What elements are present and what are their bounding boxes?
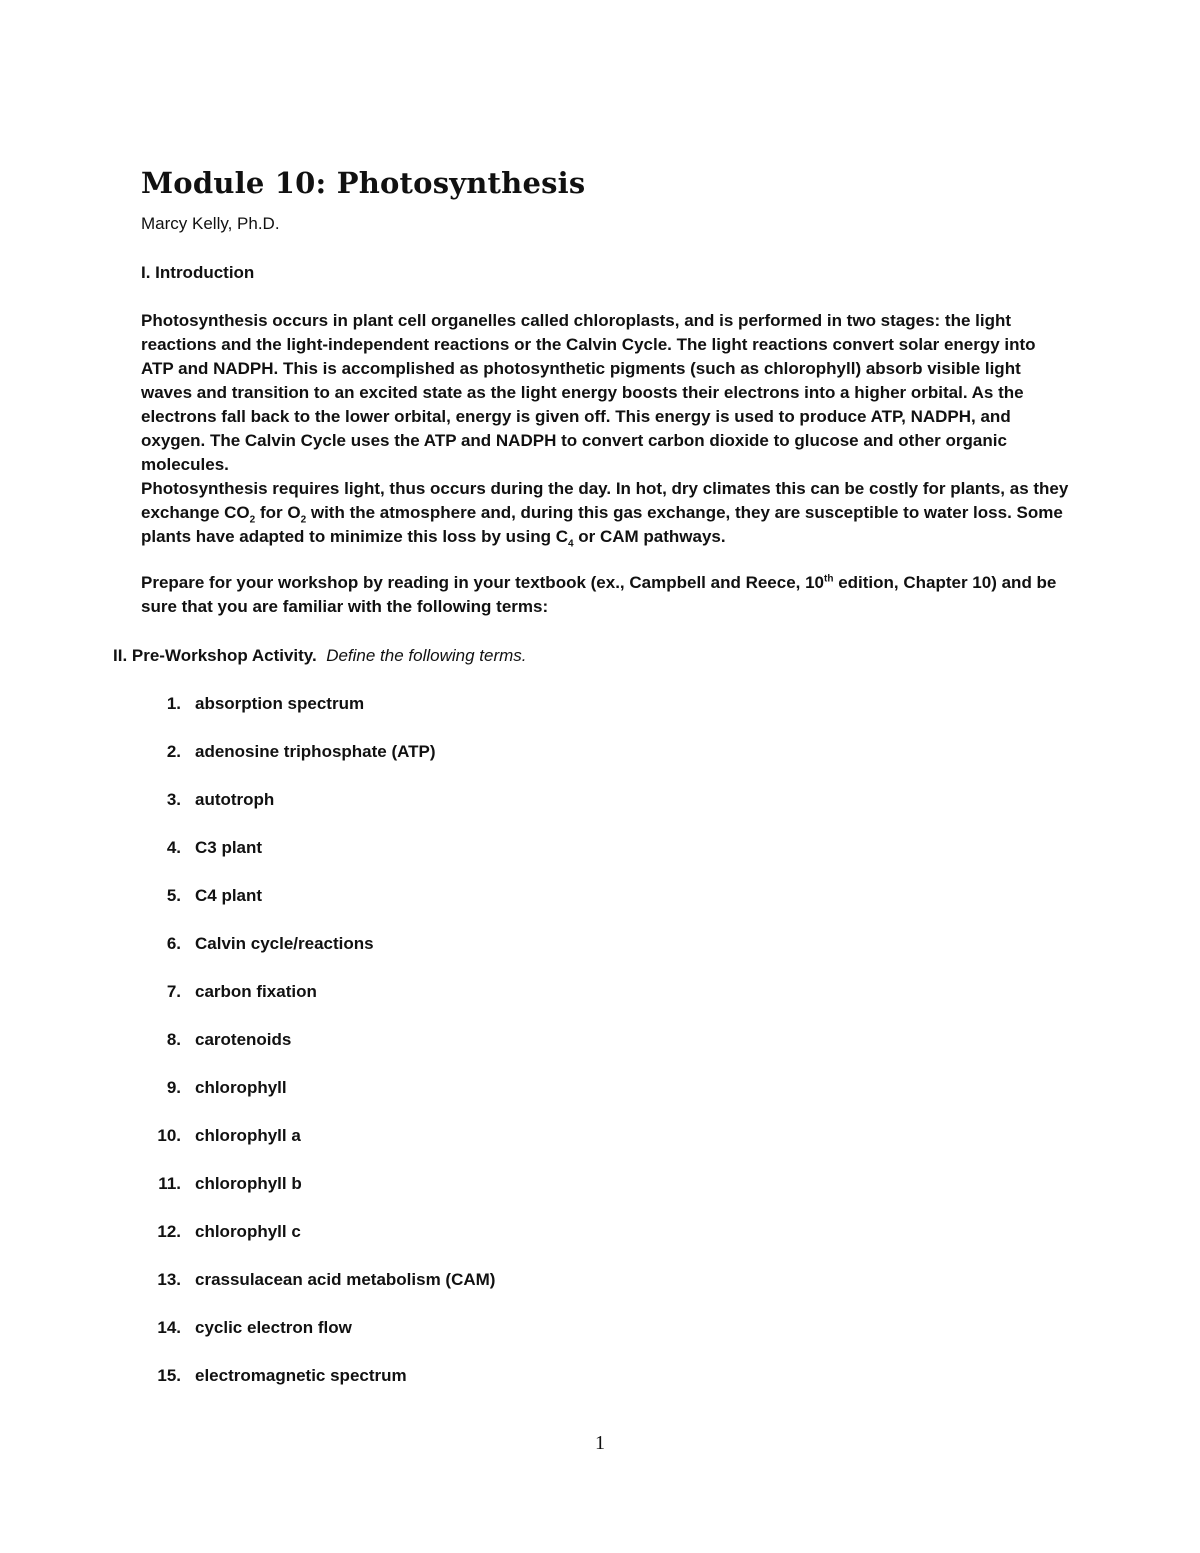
list-number: 11. — [158, 1174, 181, 1193]
term-text: chlorophyll — [195, 1078, 287, 1097]
paragraph-text-part: or CAM pathways. — [573, 527, 726, 546]
term-text: carotenoids — [195, 1030, 292, 1049]
list-number: 5. — [166, 886, 181, 905]
subscript: 2 — [249, 514, 256, 526]
list-item — [141, 1028, 495, 1076]
term-text: adenosine triphosphate (ATP) — [195, 742, 436, 761]
document-title: Module 10: Photosynthesis — [141, 166, 586, 200]
section-heading-text: II. Pre-Workshop Activity. — [113, 646, 317, 665]
list-number: 4. — [166, 838, 181, 857]
list-number: 6. — [166, 934, 181, 953]
list-item — [141, 932, 495, 980]
author-line: Marcy Kelly, Ph.D. — [141, 214, 280, 233]
list-item — [141, 836, 495, 884]
superscript: th — [824, 573, 834, 585]
list-item — [141, 1364, 495, 1412]
paragraph-text-part: edition, Chapter 10) and be sure that you are familiar with the following terms: — [141, 573, 1057, 616]
term-text: absorption spectrum — [195, 694, 365, 713]
list-item — [141, 1124, 495, 1172]
section-instruction: Define the following terms. — [326, 646, 527, 665]
list-number: 9. — [166, 1078, 181, 1097]
term-text: chlorophyll c — [195, 1222, 301, 1241]
list-number: 3. — [166, 790, 181, 809]
subscript: 2 — [300, 514, 307, 526]
terms-list — [141, 692, 495, 1412]
list-item — [141, 884, 495, 932]
list-number: 14. — [157, 1318, 181, 1337]
page-number: 1 — [595, 1432, 605, 1454]
list-item — [141, 740, 495, 788]
term-text: electromagnetic spectrum — [195, 1366, 407, 1385]
list-number: 12. — [157, 1222, 181, 1241]
subscript: 4 — [567, 538, 574, 550]
term-text: chlorophyll b — [195, 1174, 302, 1193]
list-number: 1. — [166, 694, 181, 713]
list-item — [141, 1268, 495, 1316]
term-text: carbon fixation — [195, 982, 317, 1001]
list-item — [141, 692, 495, 740]
list-number: 15. — [157, 1366, 181, 1385]
term-text: crassulacean acid metabolism (CAM) — [195, 1270, 496, 1289]
list-number: 7. — [166, 982, 181, 1001]
list-number: 8. — [166, 1030, 181, 1049]
term-text: Calvin cycle/reactions — [195, 934, 374, 953]
term-text: autotroph — [195, 790, 275, 809]
paragraph-light-requirement — [141, 477, 1071, 549]
list-number: 2. — [166, 742, 181, 761]
list-item — [141, 980, 495, 1028]
section-heading-introduction: I. Introduction — [141, 263, 255, 282]
list-item — [141, 1316, 495, 1364]
paragraph-text-part: Prepare for your workshop by reading in your textbook (ex., Campbell and Reece, 10 — [141, 573, 825, 592]
paragraph-text-part: for O — [255, 503, 301, 522]
paragraph-text-part: Photosynthesis requires light, thus occurs during the day. In hot, dry climates this can be costly for plants, as they exchange CO — [141, 479, 1069, 522]
list-item — [141, 788, 495, 836]
term-text: C3 plant — [195, 838, 263, 857]
term-text: C4 plant — [195, 886, 263, 905]
list-item — [141, 1076, 495, 1124]
term-text: cyclic electron flow — [195, 1318, 352, 1337]
paragraph-prepare — [141, 571, 1071, 619]
paragraph-intro — [141, 309, 1071, 477]
paragraph-text-part: with the atmosphere and, during this gas exchange, they are susceptible to water loss. Some plants have adapted to minimize this loss by using C — [141, 503, 1063, 546]
list-number: 13. — [157, 1270, 181, 1289]
section-heading-pre-workshop — [113, 644, 527, 668]
list-item — [141, 1172, 495, 1220]
list-item — [141, 1220, 495, 1268]
paragraph-intro-text: Photosynthesis occurs in plant cell organelles called chloroplasts, and is performed in two stages: the light reactions and the light-independent reactions or the Calvin Cycle. The light reactions convert solar energy into ATP and NADPH. This is accomplished as photosynthetic pigments (such as chlorophyll) absorb visible light waves and transition to an excited state as the light energy boosts their electrons into a higher orbital. As the electrons fall back to the lower orbital, energy is given off. This energy is used to produce ATP, NADPH, and oxygen. The Calvin Cycle uses the ATP and NADPH to convert carbon dioxide to glucose and other organic molecules. — [141, 311, 1036, 474]
term-text: chlorophyll a — [195, 1126, 301, 1145]
list-number: 10. — [157, 1126, 181, 1145]
